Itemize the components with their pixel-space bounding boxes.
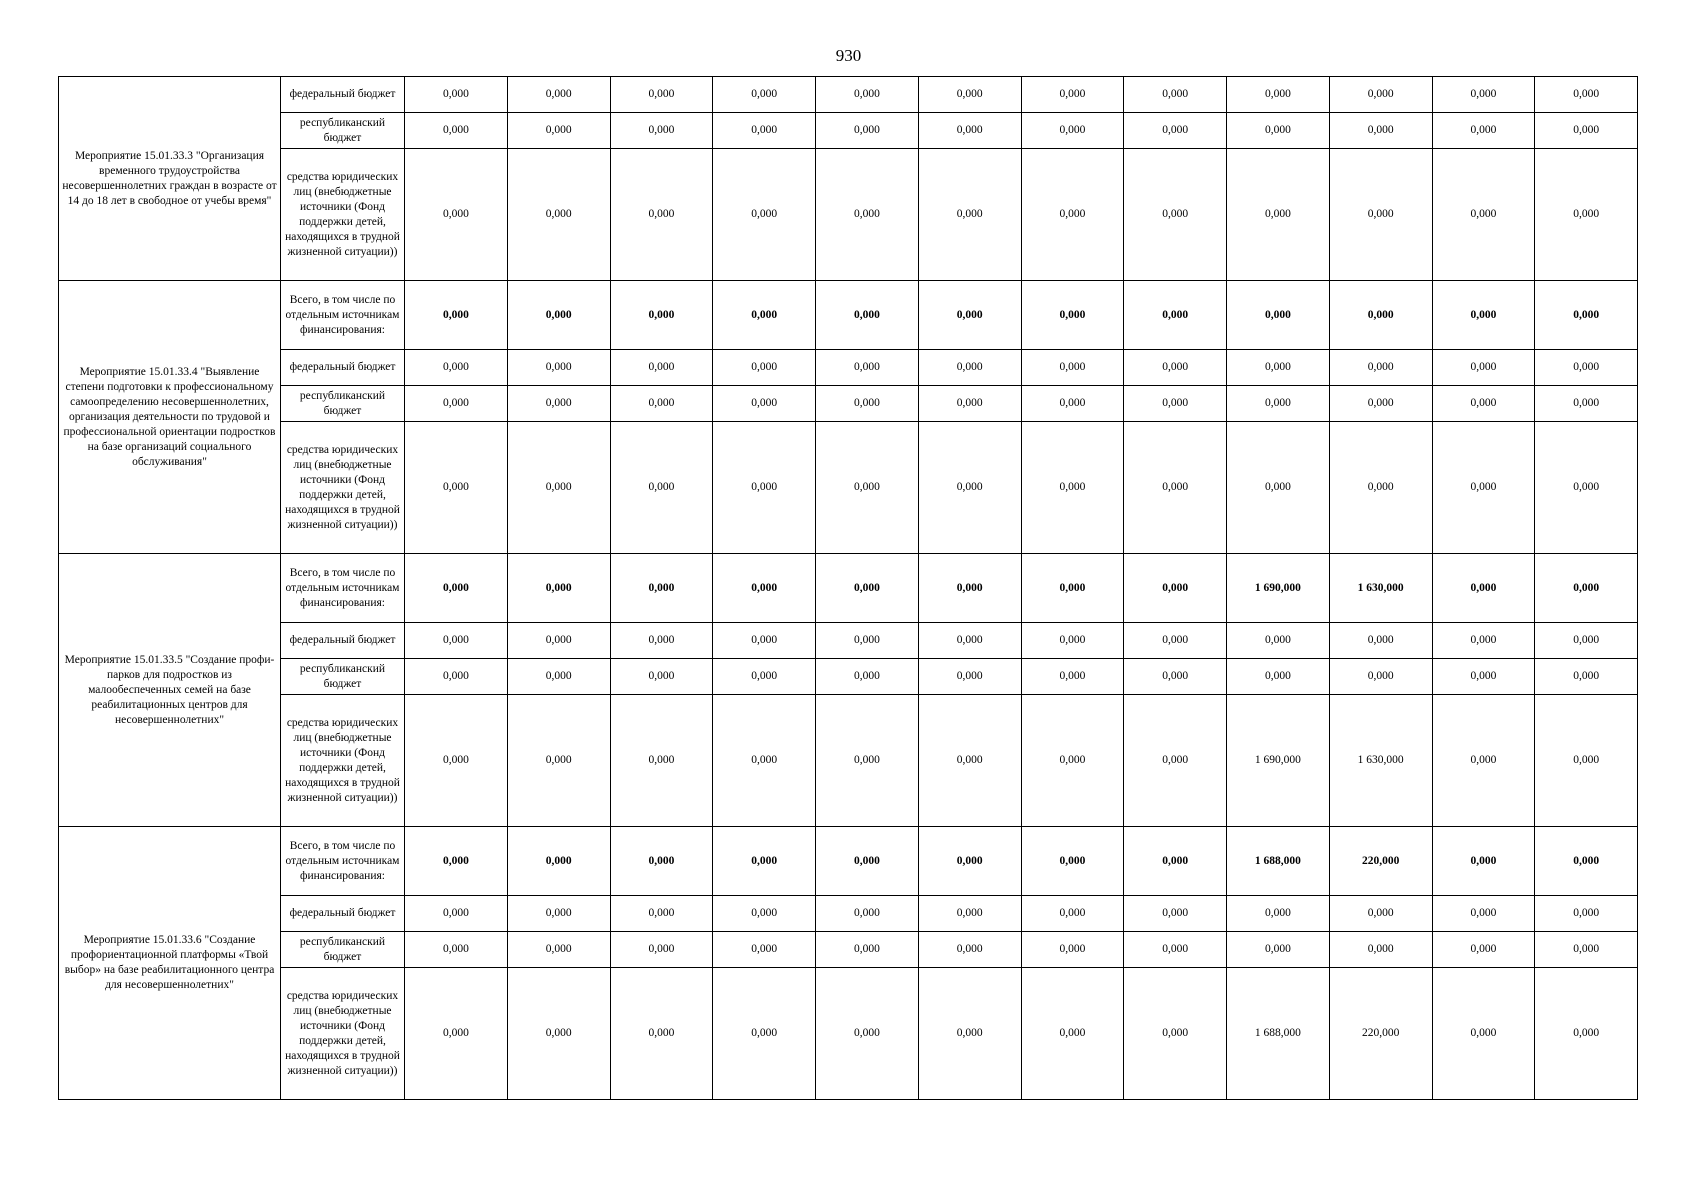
amount-cell: 0,000 bbox=[405, 149, 508, 281]
amount-cell: 0,000 bbox=[405, 281, 508, 350]
funding-source-label: средства юридических лиц (внебюджетные источники (Фонд поддержки детей, находящихся в трудной жизненной ситуации)) bbox=[281, 968, 405, 1100]
table-row bbox=[59, 968, 1638, 1100]
amount-cell: 0,000 bbox=[1021, 932, 1124, 968]
amount-cell: 0,000 bbox=[1535, 932, 1638, 968]
amount-cell: 0,000 bbox=[1535, 659, 1638, 695]
amount-cell: 0,000 bbox=[1021, 386, 1124, 422]
amount-cell: 0,000 bbox=[610, 350, 713, 386]
funding-source-label: федеральный бюджет bbox=[281, 350, 405, 386]
amount-cell: 0,000 bbox=[610, 695, 713, 827]
amount-cell: 0,000 bbox=[405, 623, 508, 659]
amount-cell: 0,000 bbox=[918, 149, 1021, 281]
amount-cell: 0,000 bbox=[1227, 281, 1330, 350]
amount-cell: 0,000 bbox=[816, 968, 919, 1100]
table-row bbox=[59, 386, 1638, 422]
amount-cell: 0,000 bbox=[610, 554, 713, 623]
amount-cell: 0,000 bbox=[918, 422, 1021, 554]
amount-cell: 0,000 bbox=[713, 623, 816, 659]
amount-cell: 0,000 bbox=[1124, 113, 1227, 149]
amount-cell: 0,000 bbox=[1227, 113, 1330, 149]
amount-cell: 0,000 bbox=[918, 77, 1021, 113]
amount-cell: 0,000 bbox=[405, 968, 508, 1100]
amount-cell: 0,000 bbox=[1227, 422, 1330, 554]
amount-cell: 0,000 bbox=[918, 554, 1021, 623]
amount-cell: 0,000 bbox=[1329, 149, 1432, 281]
amount-cell: 0,000 bbox=[405, 659, 508, 695]
amount-cell: 0,000 bbox=[1021, 827, 1124, 896]
funding-source-label: республиканский бюджет bbox=[281, 932, 405, 968]
amount-cell: 0,000 bbox=[1432, 896, 1535, 932]
amount-cell: 0,000 bbox=[507, 695, 610, 827]
amount-cell: 0,000 bbox=[507, 932, 610, 968]
funding-source-label: республиканский бюджет bbox=[281, 386, 405, 422]
amount-cell: 0,000 bbox=[507, 623, 610, 659]
amount-cell: 0,000 bbox=[1535, 149, 1638, 281]
amount-cell: 0,000 bbox=[1535, 695, 1638, 827]
amount-cell: 0,000 bbox=[507, 659, 610, 695]
amount-cell: 0,000 bbox=[816, 932, 919, 968]
event-title: Мероприятие 15.01.33.3 "Организация временного трудоустройства несовершеннолетних граждан в возрасте от 14 до 18 лет в свободное от учебы время" bbox=[59, 77, 281, 281]
amount-cell: 0,000 bbox=[816, 623, 919, 659]
table-row bbox=[59, 623, 1638, 659]
amount-cell: 0,000 bbox=[1227, 77, 1330, 113]
amount-cell: 0,000 bbox=[507, 149, 610, 281]
amount-cell: 0,000 bbox=[713, 77, 816, 113]
amount-cell: 0,000 bbox=[713, 554, 816, 623]
amount-cell: 0,000 bbox=[1329, 896, 1432, 932]
budget-table bbox=[58, 76, 1638, 1100]
amount-cell: 0,000 bbox=[1021, 554, 1124, 623]
table-row bbox=[59, 896, 1638, 932]
amount-cell: 0,000 bbox=[918, 281, 1021, 350]
amount-cell: 0,000 bbox=[816, 386, 919, 422]
amount-cell: 0,000 bbox=[1124, 77, 1227, 113]
amount-cell: 0,000 bbox=[918, 623, 1021, 659]
amount-cell: 0,000 bbox=[610, 827, 713, 896]
amount-cell: 0,000 bbox=[1124, 659, 1227, 695]
amount-cell: 0,000 bbox=[1124, 350, 1227, 386]
amount-cell: 0,000 bbox=[405, 695, 508, 827]
amount-cell: 0,000 bbox=[713, 896, 816, 932]
amount-cell: 0,000 bbox=[507, 77, 610, 113]
amount-cell: 0,000 bbox=[1021, 149, 1124, 281]
amount-cell: 0,000 bbox=[610, 968, 713, 1100]
amount-cell: 0,000 bbox=[816, 350, 919, 386]
amount-cell: 0,000 bbox=[918, 386, 1021, 422]
amount-cell: 0,000 bbox=[1021, 659, 1124, 695]
amount-cell: 0,000 bbox=[1021, 422, 1124, 554]
amount-cell: 0,000 bbox=[816, 281, 919, 350]
table-row bbox=[59, 281, 1638, 350]
amount-cell: 0,000 bbox=[1535, 968, 1638, 1100]
amount-cell: 0,000 bbox=[713, 386, 816, 422]
funding-source-label: средства юридических лиц (внебюджетные источники (Фонд поддержки детей, находящихся в трудной жизненной ситуации)) bbox=[281, 695, 405, 827]
amount-cell: 1 630,000 bbox=[1329, 695, 1432, 827]
amount-cell: 0,000 bbox=[816, 554, 919, 623]
table-row bbox=[59, 350, 1638, 386]
amount-cell: 1 630,000 bbox=[1329, 554, 1432, 623]
table-row bbox=[59, 827, 1638, 896]
amount-cell: 0,000 bbox=[507, 554, 610, 623]
amount-cell: 0,000 bbox=[918, 932, 1021, 968]
amount-cell: 0,000 bbox=[1124, 896, 1227, 932]
amount-cell: 0,000 bbox=[1329, 77, 1432, 113]
amount-cell: 1 690,000 bbox=[1227, 695, 1330, 827]
amount-cell: 0,000 bbox=[713, 149, 816, 281]
amount-cell: 0,000 bbox=[405, 386, 508, 422]
amount-cell: 0,000 bbox=[918, 968, 1021, 1100]
amount-cell: 0,000 bbox=[1432, 827, 1535, 896]
amount-cell: 0,000 bbox=[1432, 281, 1535, 350]
amount-cell: 0,000 bbox=[1021, 695, 1124, 827]
table-row bbox=[59, 554, 1638, 623]
amount-cell: 0,000 bbox=[1227, 896, 1330, 932]
amount-cell: 0,000 bbox=[1021, 968, 1124, 1100]
amount-cell: 0,000 bbox=[1432, 350, 1535, 386]
funding-source-label: средства юридических лиц (внебюджетные источники (Фонд поддержки детей, находящихся в трудной жизненной ситуации)) bbox=[281, 422, 405, 554]
amount-cell: 0,000 bbox=[713, 422, 816, 554]
event-title: Мероприятие 15.01.33.5 "Создание профи-парков для подростков из малообеспеченных семей на базе реабилитационных центров для несовершеннолетних" bbox=[59, 554, 281, 827]
amount-cell: 0,000 bbox=[918, 695, 1021, 827]
amount-cell: 0,000 bbox=[1227, 149, 1330, 281]
amount-cell: 1 688,000 bbox=[1227, 827, 1330, 896]
amount-cell: 0,000 bbox=[713, 932, 816, 968]
amount-cell: 0,000 bbox=[1329, 113, 1432, 149]
amount-cell: 0,000 bbox=[405, 827, 508, 896]
amount-cell: 0,000 bbox=[918, 896, 1021, 932]
amount-cell: 1 688,000 bbox=[1227, 968, 1330, 1100]
amount-cell: 0,000 bbox=[1432, 149, 1535, 281]
amount-cell: 0,000 bbox=[1432, 113, 1535, 149]
amount-cell: 0,000 bbox=[1124, 623, 1227, 659]
amount-cell: 0,000 bbox=[1021, 281, 1124, 350]
amount-cell: 0,000 bbox=[1124, 281, 1227, 350]
amount-cell: 0,000 bbox=[1329, 281, 1432, 350]
table-row bbox=[59, 932, 1638, 968]
table-row bbox=[59, 77, 1638, 113]
amount-cell: 0,000 bbox=[610, 149, 713, 281]
amount-cell: 0,000 bbox=[1432, 695, 1535, 827]
amount-cell: 0,000 bbox=[1021, 896, 1124, 932]
amount-cell: 0,000 bbox=[1124, 422, 1227, 554]
amount-cell: 0,000 bbox=[610, 422, 713, 554]
amount-cell: 0,000 bbox=[713, 695, 816, 827]
amount-cell: 0,000 bbox=[1124, 554, 1227, 623]
amount-cell: 0,000 bbox=[507, 350, 610, 386]
amount-cell: 0,000 bbox=[405, 896, 508, 932]
amount-cell: 0,000 bbox=[610, 77, 713, 113]
amount-cell: 0,000 bbox=[1021, 77, 1124, 113]
funding-source-label: республиканский бюджет bbox=[281, 659, 405, 695]
table-row bbox=[59, 422, 1638, 554]
funding-source-label: Всего, в том числе по отдельным источникам финансирования: bbox=[281, 554, 405, 623]
amount-cell: 0,000 bbox=[610, 113, 713, 149]
table-row bbox=[59, 659, 1638, 695]
amount-cell: 0,000 bbox=[610, 386, 713, 422]
amount-cell: 0,000 bbox=[1535, 113, 1638, 149]
amount-cell: 0,000 bbox=[1124, 932, 1227, 968]
amount-cell: 0,000 bbox=[918, 113, 1021, 149]
amount-cell: 0,000 bbox=[1329, 350, 1432, 386]
amount-cell: 0,000 bbox=[816, 77, 919, 113]
amount-cell: 0,000 bbox=[1021, 350, 1124, 386]
amount-cell: 0,000 bbox=[1535, 554, 1638, 623]
amount-cell: 0,000 bbox=[405, 932, 508, 968]
amount-cell: 0,000 bbox=[1432, 623, 1535, 659]
budget-table-body bbox=[59, 77, 1638, 1100]
funding-source-label: Всего, в том числе по отдельным источникам финансирования: bbox=[281, 827, 405, 896]
amount-cell: 0,000 bbox=[1535, 77, 1638, 113]
amount-cell: 0,000 bbox=[1535, 281, 1638, 350]
amount-cell: 0,000 bbox=[1329, 422, 1432, 554]
amount-cell: 0,000 bbox=[1124, 695, 1227, 827]
amount-cell: 0,000 bbox=[1432, 659, 1535, 695]
amount-cell: 0,000 bbox=[1432, 422, 1535, 554]
amount-cell: 0,000 bbox=[918, 350, 1021, 386]
amount-cell: 0,000 bbox=[1535, 896, 1638, 932]
amount-cell: 0,000 bbox=[507, 386, 610, 422]
amount-cell: 220,000 bbox=[1329, 827, 1432, 896]
amount-cell: 0,000 bbox=[1432, 932, 1535, 968]
amount-cell: 0,000 bbox=[1535, 386, 1638, 422]
amount-cell: 0,000 bbox=[507, 422, 610, 554]
amount-cell: 0,000 bbox=[1432, 386, 1535, 422]
amount-cell: 0,000 bbox=[918, 659, 1021, 695]
amount-cell: 0,000 bbox=[610, 281, 713, 350]
amount-cell: 0,000 bbox=[1227, 386, 1330, 422]
table-row bbox=[59, 113, 1638, 149]
amount-cell: 0,000 bbox=[507, 896, 610, 932]
amount-cell: 0,000 bbox=[1432, 554, 1535, 623]
amount-cell: 0,000 bbox=[816, 113, 919, 149]
funding-source-label: федеральный бюджет bbox=[281, 623, 405, 659]
amount-cell: 0,000 bbox=[405, 77, 508, 113]
amount-cell: 0,000 bbox=[507, 968, 610, 1100]
amount-cell: 0,000 bbox=[816, 149, 919, 281]
amount-cell: 0,000 bbox=[1227, 623, 1330, 659]
amount-cell: 0,000 bbox=[1432, 77, 1535, 113]
funding-source-label: республиканский бюджет bbox=[281, 113, 405, 149]
funding-source-label: федеральный бюджет bbox=[281, 77, 405, 113]
amount-cell: 0,000 bbox=[713, 281, 816, 350]
table-row bbox=[59, 149, 1638, 281]
event-title: Мероприятие 15.01.33.4 "Выявление степени подготовки к профессиональному самоопределению несовершеннолетних, организация деятельности по трудовой и профессиональной ориентации подростков на базе организаций социального обслуживания" bbox=[59, 281, 281, 554]
amount-cell: 0,000 bbox=[405, 350, 508, 386]
amount-cell: 0,000 bbox=[507, 113, 610, 149]
amount-cell: 0,000 bbox=[405, 422, 508, 554]
amount-cell: 0,000 bbox=[610, 623, 713, 659]
amount-cell: 0,000 bbox=[1124, 827, 1227, 896]
amount-cell: 0,000 bbox=[610, 896, 713, 932]
amount-cell: 0,000 bbox=[1432, 968, 1535, 1100]
amount-cell: 0,000 bbox=[713, 113, 816, 149]
page-number: 930 bbox=[835, 46, 862, 65]
amount-cell: 0,000 bbox=[816, 695, 919, 827]
amount-cell: 0,000 bbox=[1329, 386, 1432, 422]
amount-cell: 0,000 bbox=[1329, 659, 1432, 695]
amount-cell: 0,000 bbox=[1227, 350, 1330, 386]
amount-cell: 0,000 bbox=[713, 659, 816, 695]
amount-cell: 0,000 bbox=[713, 350, 816, 386]
amount-cell: 0,000 bbox=[1124, 386, 1227, 422]
amount-cell: 220,000 bbox=[1329, 968, 1432, 1100]
amount-cell: 0,000 bbox=[1021, 113, 1124, 149]
amount-cell: 0,000 bbox=[1329, 932, 1432, 968]
amount-cell: 0,000 bbox=[1124, 968, 1227, 1100]
amount-cell: 0,000 bbox=[507, 827, 610, 896]
amount-cell: 0,000 bbox=[610, 932, 713, 968]
amount-cell: 0,000 bbox=[405, 554, 508, 623]
amount-cell: 0,000 bbox=[1124, 149, 1227, 281]
amount-cell: 0,000 bbox=[1535, 827, 1638, 896]
amount-cell: 0,000 bbox=[1227, 932, 1330, 968]
funding-source-label: Всего, в том числе по отдельным источникам финансирования: bbox=[281, 281, 405, 350]
amount-cell: 0,000 bbox=[507, 281, 610, 350]
amount-cell: 0,000 bbox=[816, 659, 919, 695]
amount-cell: 0,000 bbox=[610, 659, 713, 695]
funding-source-label: федеральный бюджет bbox=[281, 896, 405, 932]
amount-cell: 0,000 bbox=[713, 968, 816, 1100]
amount-cell: 0,000 bbox=[816, 827, 919, 896]
amount-cell: 0,000 bbox=[1535, 422, 1638, 554]
amount-cell: 0,000 bbox=[918, 827, 1021, 896]
amount-cell: 0,000 bbox=[1535, 623, 1638, 659]
amount-cell: 0,000 bbox=[713, 827, 816, 896]
table-row bbox=[59, 695, 1638, 827]
event-title: Мероприятие 15.01.33.6 "Создание профориентационной платформы «Твой выбор» на базе реабилитационного центра для несовершеннолетних" bbox=[59, 827, 281, 1100]
amount-cell: 1 690,000 bbox=[1227, 554, 1330, 623]
amount-cell: 0,000 bbox=[816, 896, 919, 932]
amount-cell: 0,000 bbox=[1021, 623, 1124, 659]
amount-cell: 0,000 bbox=[1329, 623, 1432, 659]
funding-source-label: средства юридических лиц (внебюджетные источники (Фонд поддержки детей, находящихся в трудной жизненной ситуации)) bbox=[281, 149, 405, 281]
amount-cell: 0,000 bbox=[816, 422, 919, 554]
amount-cell: 0,000 bbox=[1535, 350, 1638, 386]
amount-cell: 0,000 bbox=[405, 113, 508, 149]
amount-cell: 0,000 bbox=[1227, 659, 1330, 695]
